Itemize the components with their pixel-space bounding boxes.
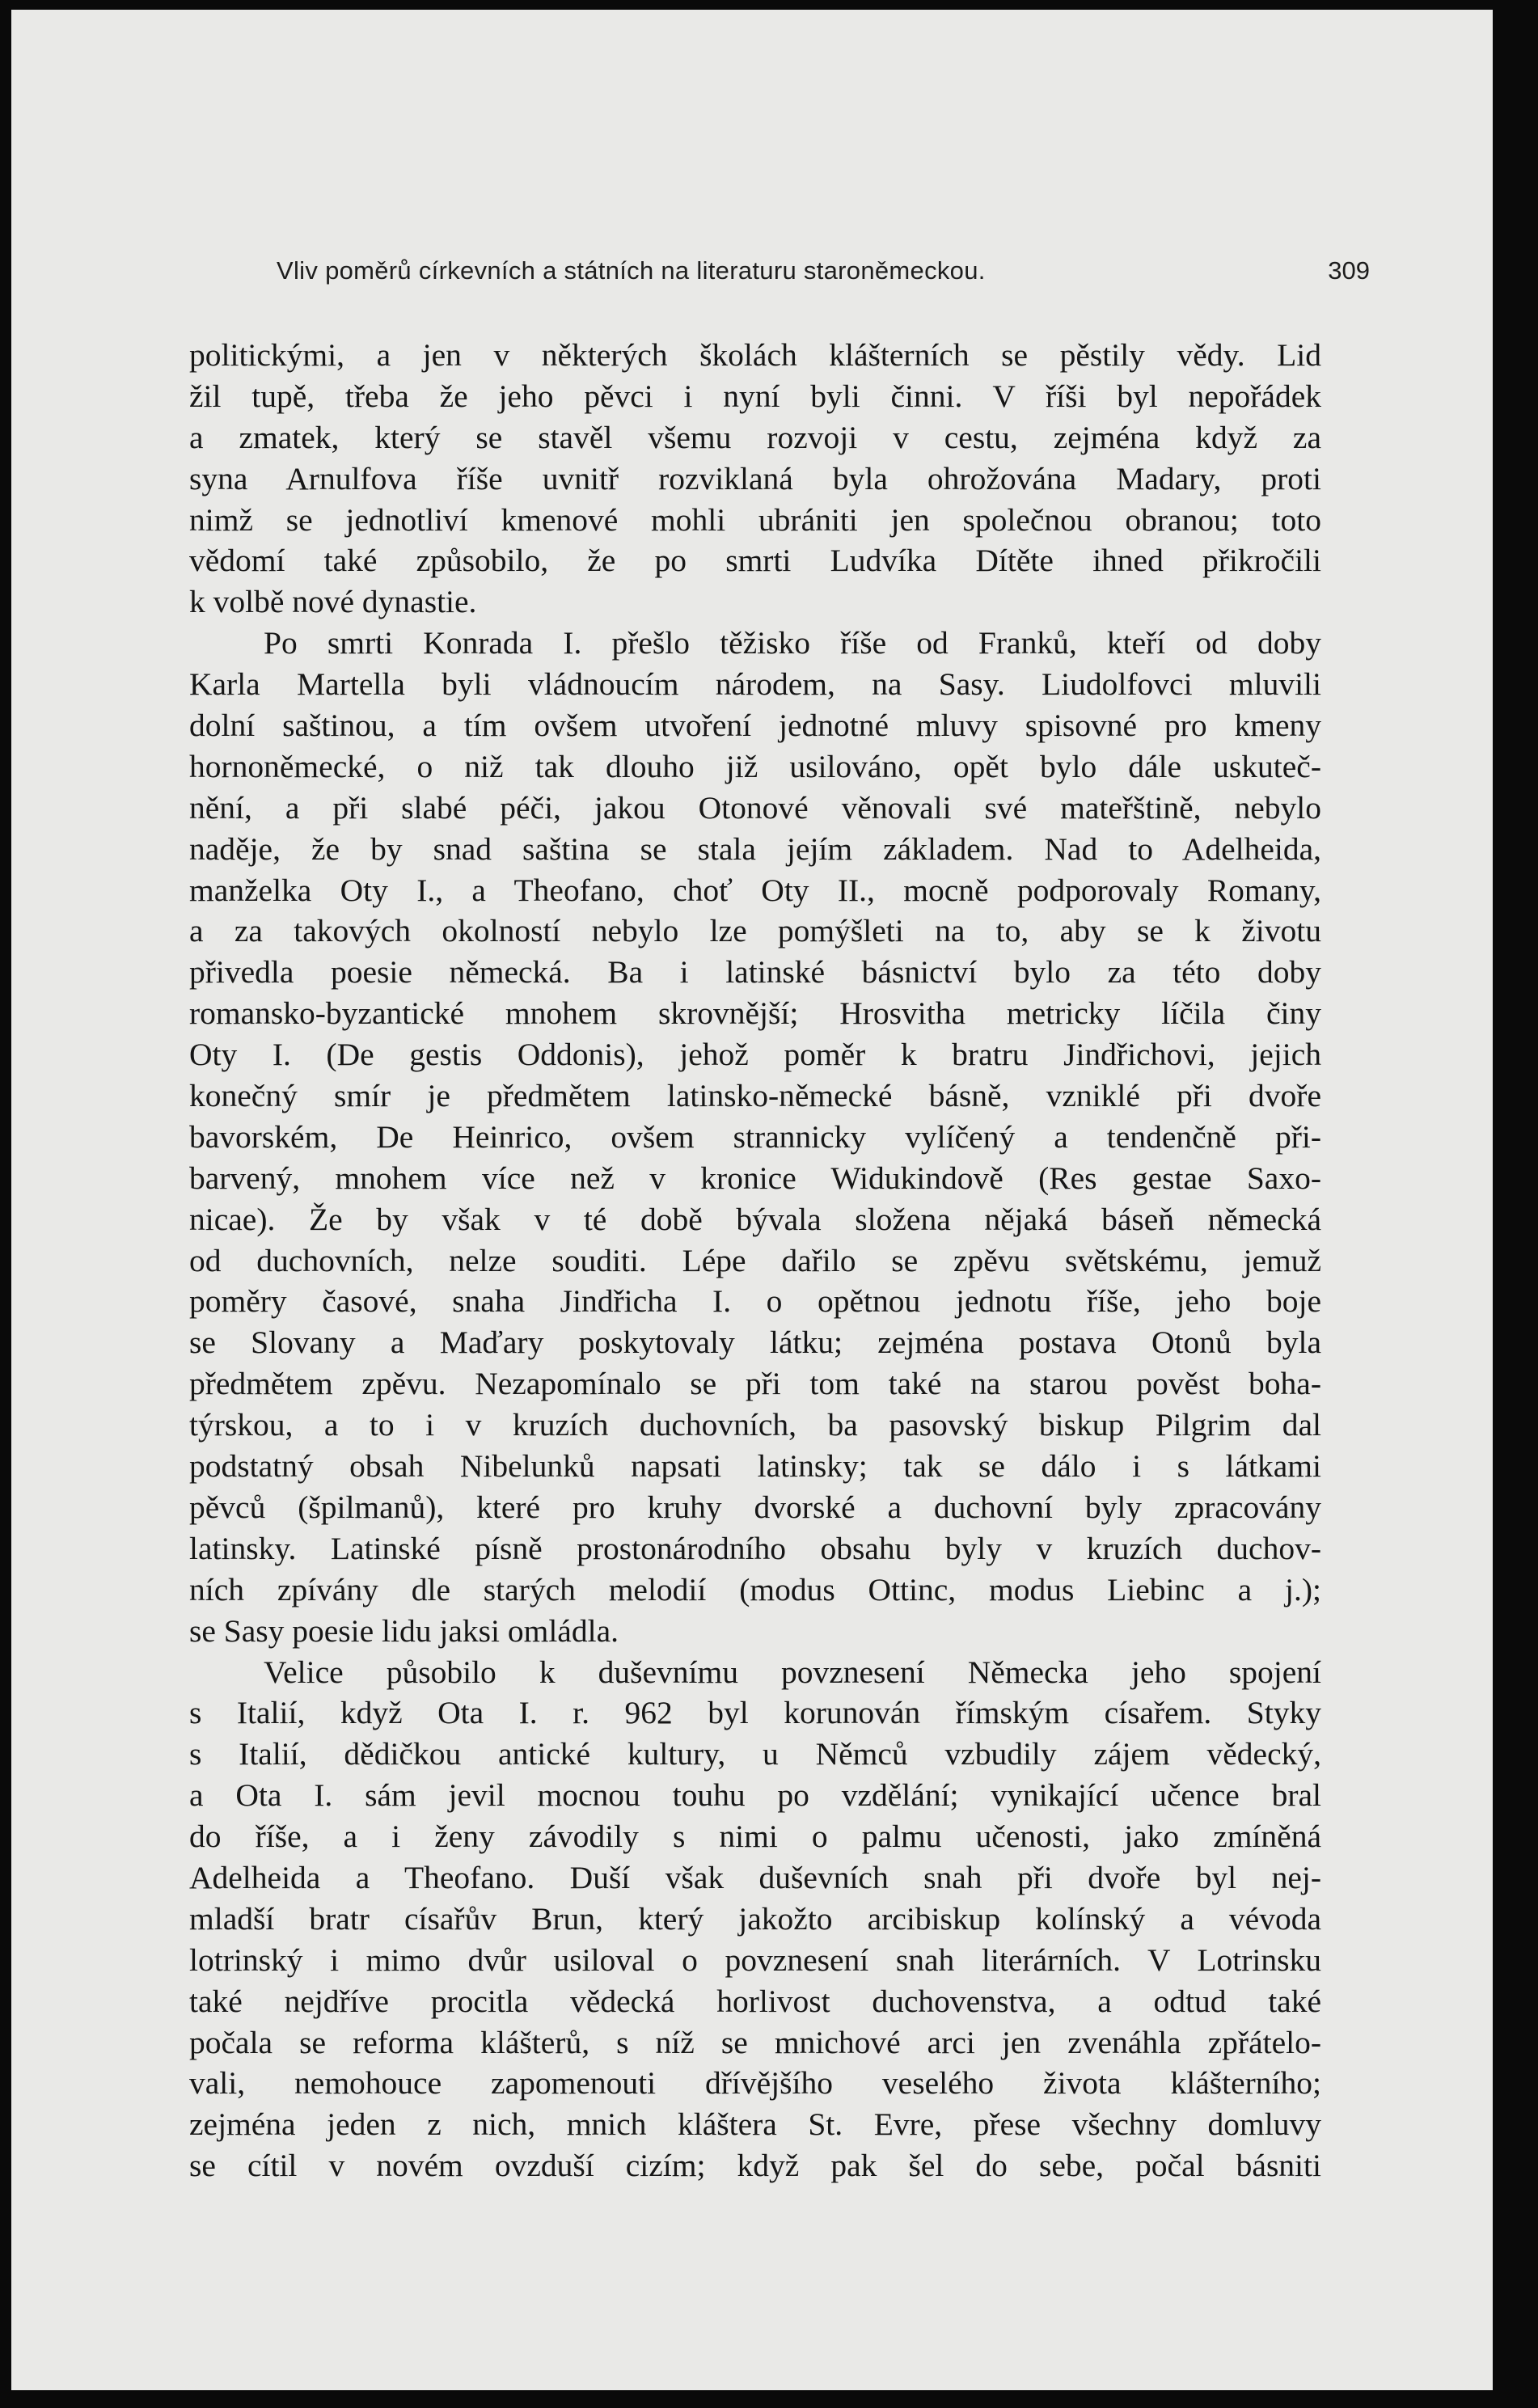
text-line: počala se reforma klášterů, s níž se mnichové arci jen zvenáhla zpřátelo- [189, 2024, 1321, 2060]
text-line: nění, a při slabé péči, jakou Otonové věnovali své mateřštině, nebylo [189, 789, 1321, 826]
text-line: vali, nemohouce zapomenouti dřívějšího veselého života klášterního; [189, 2065, 1321, 2102]
text-line: a za takových okolností nebylo lze pomýšleti na to, aby se k životu [189, 913, 1321, 949]
text-line: s Italií, dědičkou antické kultury, u Němců vzbudily zájem vědecký, [189, 1736, 1321, 1772]
text-line: také nejdříve procitla vědecká horlivost duchovenstva, a odtud také [189, 1983, 1321, 2019]
text-line: předmětem zpěvu. Nezapomínalo se při tom také na starou pověst boha- [189, 1366, 1321, 1402]
text-line: barvený, mnohem více než v kronice Widukindově (Res gestae Saxo- [189, 1160, 1321, 1196]
text-line: latinsky. Latinské písně prostonárodního obsahu byly v kruzích duchov- [189, 1530, 1321, 1566]
text-line: poměry časové, snaha Jindřicha I. o opětnou jednotu říše, jeho boje [189, 1283, 1321, 1320]
text-line: nicae). Že by však v té době bývala složena nějaká báseň německá [189, 1201, 1321, 1237]
text-line: manželka Oty I., a Theofano, choť Oty II., mocně podporovaly Romany, [189, 872, 1321, 908]
text-line: s Italií, když Ota I. r. 962 byl korunován římským císařem. Styky [189, 1695, 1321, 1731]
scan-border [1493, 0, 1538, 2408]
text-line: pěvců (špilmanů), které pro kruhy dvorské a duchovní byly zpracovány [189, 1489, 1321, 1525]
text-line: se Sasy poesie lidu jaksi omládla. [189, 1612, 619, 1649]
text-line: Adelheida a Theofano. Duší však duševních snah při dvoře byl nej- [189, 1859, 1321, 1895]
text-line: k volbě nové dynastie. [189, 584, 477, 620]
text-line: a zmatek, který se stavěl všemu rozvoji v cestu, zejména když za [189, 419, 1321, 455]
text-line: ních zpívány dle starých melodií (modus Ottinc, modus Liebinc a j.); [189, 1571, 1321, 1607]
text-line: konečný smír je předmětem latinsko-německé básně, vzniklé při dvoře [189, 1078, 1321, 1114]
text-line: Velice působilo k duševnímu povznesení Německa jeho spojení [264, 1654, 1321, 1690]
page-header [270, 248, 1370, 294]
text-line: podstatný obsah Nibelunků napsati latinsky; tak se dálo i s látkami [189, 1448, 1321, 1485]
scanned-page [11, 10, 1493, 2390]
text-line: vědomí také způsobilo, že po smrti Ludvíka Dítěte ihned přikročili [189, 543, 1321, 579]
text-line: romansko-byzantické mnohem skrovnější; Hrosvitha metricky líčila činy [189, 995, 1321, 1032]
text-line: hornoněmecké, o niž tak dlouho již usilováno, opět bylo dále uskuteč- [189, 748, 1321, 784]
text-line: a Ota I. sám jevil mocnou touhu po vzdělání; vynikající učence bral [189, 1777, 1321, 1814]
text-line: Oty I. (De gestis Oddonis), jehož poměr k bratru Jindřichovi, jejich [189, 1037, 1321, 1073]
text-line: do říše, a i ženy závodily s nimi o palmu učenosti, jako zmíněná [189, 1819, 1321, 1855]
text-line: od duchovních, nelze souditi. Lépe dařilo se zpěvu světskému, jemuž [189, 1242, 1321, 1278]
text-line: se Slovany a Maďary poskytovaly látku; zejména postava Otonů byla [189, 1324, 1321, 1361]
text-line: přivedla poesie německá. Ba i latinské básnictví bylo za této doby [189, 954, 1321, 991]
text-line: týrskou, a to i v kruzích duchovních, ba pasovský biskup Pilgrim dal [189, 1407, 1321, 1443]
page-number: 309 [1328, 256, 1370, 285]
text-line: žil tupě, třeba že jeho pěvci i nyní byli činni. V říši byl nepořádek [189, 378, 1321, 414]
text-line: Po smrti Konrada I. přešlo těžisko říše od Franků, kteří od doby [264, 625, 1321, 661]
text-line: Karla Martella byli vládnoucím národem, na Sasy. Liudolfovci mluvili [189, 666, 1321, 703]
running-title: Vliv poměrů církevních a státních na literaturu staroněmeckou. [277, 256, 986, 285]
text-line: zejména jeden z nich, mnich kláštera St. Evre, přese všechny domluvy [189, 2106, 1321, 2143]
text-line: lotrinský i mimo dvůr usiloval o povznesení snah literárních. V Lotrinsku [189, 1941, 1321, 1978]
text-line: politickými, a jen v některých školách klášterních se pěstily vědy. Lid [189, 337, 1321, 373]
text-line: syna Arnulfova říše uvnitř rozviklaná byla ohrožována Madary, proti [189, 460, 1321, 496]
text-line: nimž se jednotliví kmenové mohli ubrániti jen společnou obranou; toto [189, 501, 1321, 538]
text-line: mladší bratr císařův Brun, který jakožto arcibiskup kolínský a vévoda [189, 1900, 1321, 1937]
text-line: bavorském, De Heinrico, ovšem strannicky vylíčený a tendenčně při- [189, 1118, 1321, 1155]
text-line: naděje, že by snad saština se stala jejím základem. Nad to Adelheida, [189, 830, 1321, 867]
text-line: dolní saštinou, a tím ovšem utvoření jednotné mluvy spisovné pro kmeny [189, 708, 1321, 744]
text-line: se cítil v novém ovzduší cizím; když pak šel do sebe, počal básniti [189, 2148, 1321, 2184]
body-text [189, 335, 1321, 2186]
